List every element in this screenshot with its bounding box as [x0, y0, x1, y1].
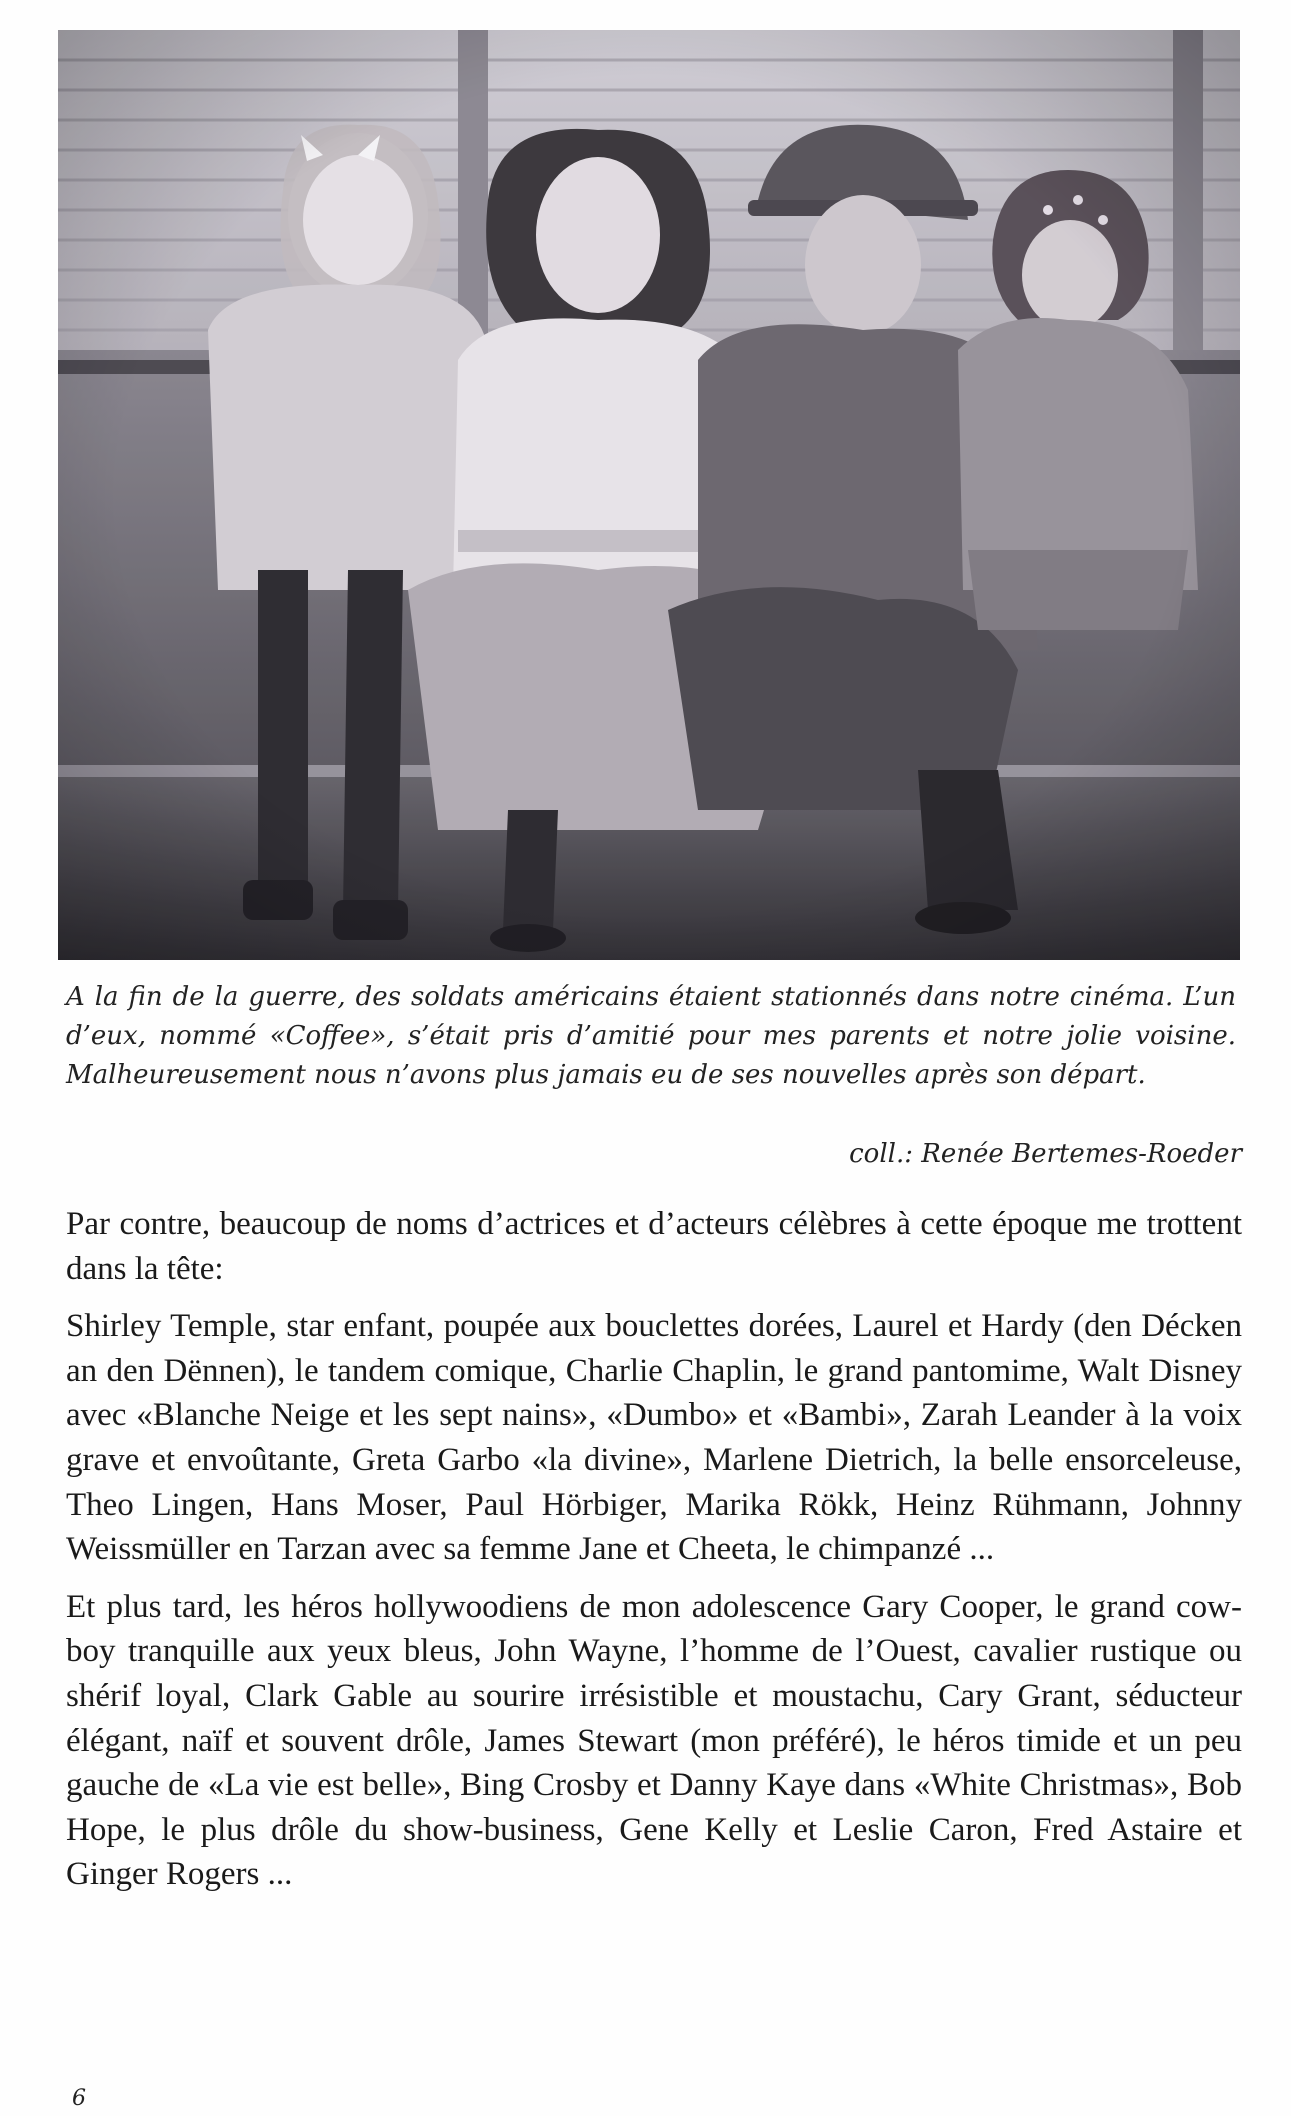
photo-caption: A la fin de la guerre, des soldats américains étaient stationnés dans notre cinéma. L’un d’eux, nommé «Coffee», s’était pris d’amitié pour mes parents et notre jolie voisine. Malheureusement nous n’avons plus jamais eu de ses nouvelles après son départ. [66, 982, 1236, 1090]
body-text [66, 1202, 1242, 1910]
paragraph: Par contre, beaucoup de noms d’actrices et d’acteurs célèbres à cette époque me trottent dans la tête: [66, 1206, 1242, 1287]
paragraph: Et plus tard, les héros hollywoodiens de mon adolescence Gary Cooper, le grand cow-boy tranquille aux yeux bleus, John Wayne, l’homme de l’Ouest, cavalier rustique ou shérif loyal, Clark Gable au sourire irrésistible et moustachu, Cary Grant, séducteur élégant, naïf et souvent drôle, James Stewart (mon préféré), le héros timide et un peu gauche de «La vie est belle», Bing Crosby et Danny Kaye dans «White Christmas», Bob Hope, le plus drôle du show-business, Gene Kelly et Leslie Caron, Fred Astaire et Ginger Rogers ... [66, 1588, 1242, 1893]
historical-photograph [58, 30, 1240, 960]
photo-credit: coll.: Renée Bertemes-Roeder [849, 1139, 1242, 1169]
photo-illustration [58, 30, 1240, 960]
paragraph: Shirley Temple, star enfant, poupée aux bouclettes dorées, Laurel et Hardy (den Décken an den Dënnen), le tandem comique, Charlie Chaplin, le grand pantomime, Walt Disney avec «Blanche Neige et les sept nains», «Dumbo» et «Bambi», Zarah Leander à la voix grave et envoûtante, Greta Garbo «la divine», Marlene Dietrich, la belle ensorceleuse, Theo Lingen, Hans Moser, Paul Hörbiger, Marika Rökk, Heinz Rühmann, Johnny Weissmüller en Tarzan avec sa femme Jane et Cheeta, le chimpanzé ... [66, 1308, 1242, 1568]
page-number: 6 [72, 2086, 86, 2111]
